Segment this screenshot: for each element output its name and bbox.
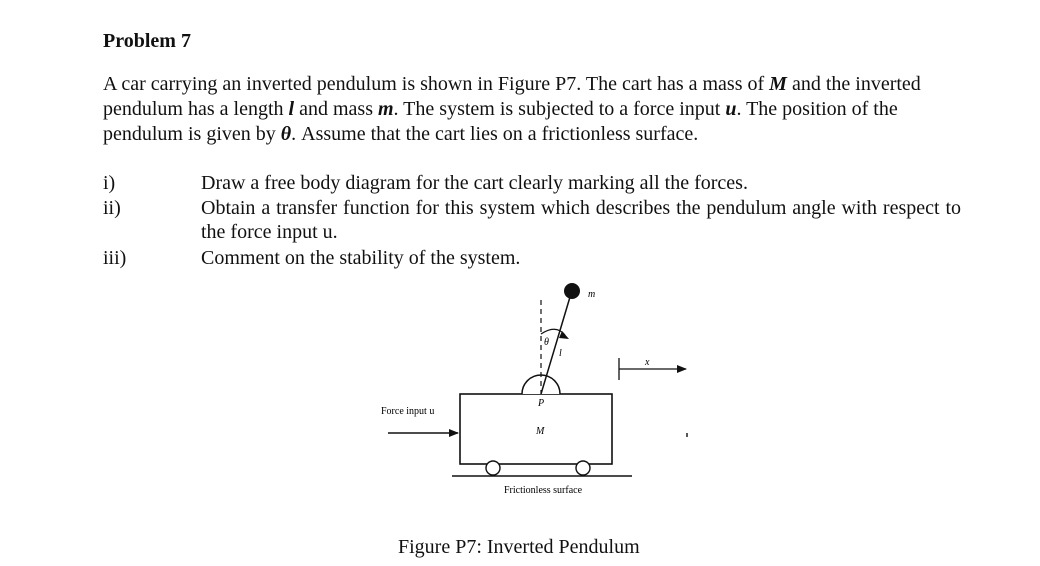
angle-arrowhead-icon [559, 331, 569, 339]
figure-caption: Figure P7: Inverted Pendulum [398, 536, 640, 558]
label-surface: Frictionless surface [504, 485, 583, 496]
label-pendulum-mass: m [588, 289, 596, 300]
statement-text: and mass [294, 98, 378, 120]
statement-text: . The system is subjected to a force input [393, 98, 726, 120]
label-force-input: Force input u [381, 406, 435, 417]
cart-wheel-left [486, 461, 500, 475]
problem-heading: Problem 7 [103, 30, 191, 52]
math-symbol: l [288, 98, 295, 120]
label-position: x [645, 357, 650, 368]
statement-text: A car carrying an inverted pendulum is shown in Figure P7. The cart has a mass of [103, 73, 770, 95]
statement-text: . Assume that the cart lies on a frictionless surface. [291, 123, 699, 145]
question-number: ii) [103, 197, 121, 219]
label-cart-mass: M [536, 426, 545, 437]
pendulum-mass [564, 283, 580, 299]
cart-wheel-right [576, 461, 590, 475]
label-pivot: P [538, 398, 545, 409]
question-number: iii) [103, 247, 127, 269]
math-symbol: θ [280, 123, 292, 145]
statement-text: . The position of the pendulum is given by [103, 98, 898, 145]
label-length: l [559, 348, 562, 359]
question-number: i) [103, 172, 116, 194]
math-symbol: m [377, 98, 394, 120]
question-text: Comment on the stability of the system. [201, 247, 521, 269]
label-angle: θ [544, 337, 549, 348]
question-text: Obtain a transfer function for this system which describes the pendulum angle with respect to the force input u. [201, 197, 961, 243]
math-symbol: u [725, 98, 737, 120]
math-symbol: M [769, 73, 787, 95]
question-text: Draw a free body diagram for the cart clearly marking all the forces. [201, 172, 748, 194]
statement-text: and the inverted pendulum has a length [103, 73, 921, 120]
